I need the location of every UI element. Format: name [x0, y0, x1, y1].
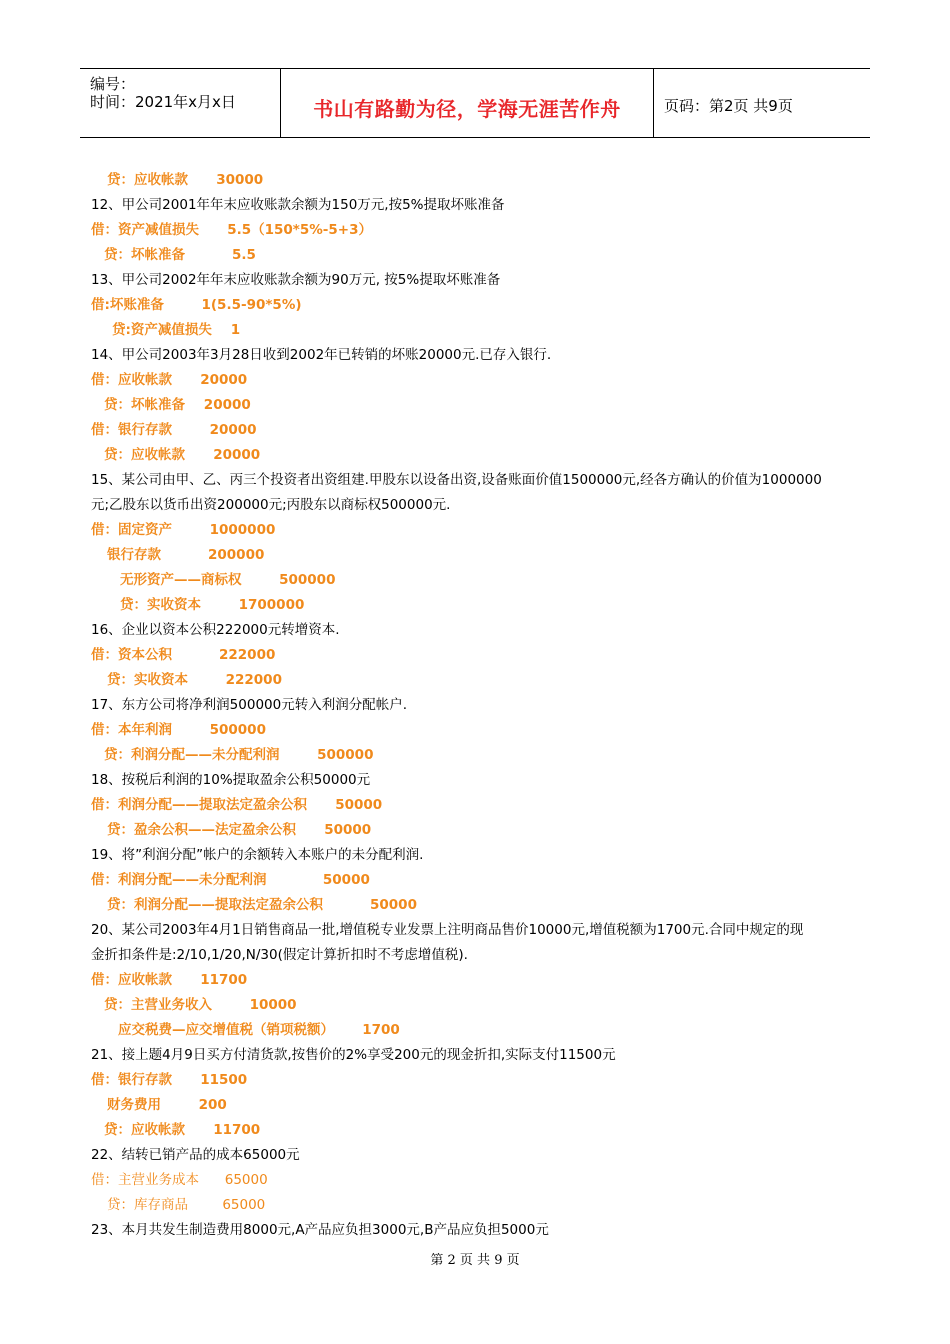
entry-line: 贷：应收帐款 11700 — [104, 1122, 261, 1138]
entry-line: 应交税费—应交增值税（销项税额） 1700 — [118, 1022, 400, 1038]
question-line: 22、结转已销产品的成本65000元 — [91, 1147, 300, 1163]
question-line: 12、甲公司2001年年末应收账款余额为150万元,按5%提取坏账准备 — [91, 197, 505, 213]
entry-line: 借：本年利润 500000 — [91, 722, 266, 738]
header-motto-cell — [281, 69, 654, 137]
question-line: 21、接上题4月9日买方付清货款,按售价的2%享受200元的现金折扣,实际支付11500元 — [91, 1047, 616, 1063]
entry-line: 贷：主营业务收入 10000 — [104, 997, 297, 1013]
page-header — [80, 68, 870, 138]
entry-line: 借：银行存款 11500 — [91, 1072, 248, 1088]
time-label: 时间：2021年x月x日 — [90, 93, 236, 111]
entry-line: 借：固定资产 1000000 — [91, 522, 276, 538]
question-line: 金折扣条件是:2/10,1/20,N/30(假定计算折扣时不考虑增值税). — [91, 947, 468, 963]
entry-line: 贷：实收资本 1700000 — [120, 597, 305, 613]
entry-line: 贷：坏帐准备 20000 — [104, 397, 251, 413]
question-line: 18、按税后利润的10%提取盈余公积50000元 — [91, 772, 371, 788]
header-meta-cell — [80, 69, 281, 137]
page-label: 页码：第2页 共9页 — [664, 97, 793, 115]
question-line: 14、甲公司2003年3月28日收到2002年已转销的坏账20000元.已存入银行. — [91, 347, 552, 363]
entry-line: 无形资产——商标权 500000 — [120, 572, 336, 588]
entry-line: 借：应收帐款 20000 — [91, 372, 248, 388]
entry-line: 贷：应收帐款 30000 — [107, 172, 264, 188]
entry-line: 贷：盈余公积——法定盈余公积 50000 — [107, 822, 372, 838]
question-line: 19、将”利润分配”帐户的余额转入本账户的未分配利润. — [91, 847, 424, 863]
entry-line: 贷：利润分配——提取法定盈余公积 50000 — [107, 897, 417, 913]
question-line: 15、某公司由甲、乙、丙三个投资者出资组建.甲股东以设备出资,设备账面价值1500000元,经各方确认的价值为1000000 — [91, 472, 822, 488]
entry-line: 借：应收帐款 11700 — [91, 972, 248, 988]
motto: 书山有路勤为径，学海无涯苦作舟 — [313, 97, 621, 121]
question-line: 16、企业以资本公积222000元转增资本. — [91, 622, 340, 638]
entry-line: 借：资产减值损失 5.5（150*5%-5+3） — [91, 222, 372, 238]
entry-line: 贷：库存商品 65000 — [107, 1197, 266, 1213]
number-label: 编号： — [90, 75, 136, 93]
entry-line: 借：主营业务成本 65000 — [91, 1172, 268, 1188]
question-line: 元;乙股东以货币出资200000元;丙股东以商标权500000元. — [91, 497, 451, 513]
header-page-cell — [654, 69, 870, 137]
entry-line: 银行存款 200000 — [107, 547, 265, 563]
entry-line: 借：资本公积 222000 — [91, 647, 276, 663]
question-line: 23、本月共发生制造费用8000元,A产品应负担3000元,B产品应负担5000元 — [91, 1222, 549, 1238]
entry-line: 财务费用 200 — [107, 1097, 227, 1113]
entry-line: 贷：应收帐款 20000 — [104, 447, 261, 463]
entry-line: 借：利润分配——提取法定盈余公积 50000 — [91, 797, 383, 813]
entry-line: 贷：坏帐准备 5.5 — [104, 247, 256, 263]
entry-line: 贷：利润分配——未分配利润 500000 — [104, 747, 374, 763]
entry-line: 贷：实收资本 222000 — [107, 672, 282, 688]
question-line: 20、某公司2003年4月1日销售商品一批,增值税专业发票上注明商品售价10000元,增值税额为1700元.合同中规定的现 — [91, 922, 804, 938]
entry-line: 贷:资产减值损失 1 — [112, 322, 241, 338]
page-footer: 第 2 页 共 9 页 — [430, 1253, 520, 1268]
entry-line: 借:坏账准备 1(5.5-90*5%) — [91, 297, 302, 313]
entry-line: 借：银行存款 20000 — [91, 422, 257, 438]
question-line: 13、甲公司2002年年末应收账款余额为90万元, 按5%提取坏账准备 — [91, 272, 501, 288]
question-line: 17、东方公司将净利润500000元转入利润分配帐户. — [91, 697, 408, 713]
entry-line: 借：利润分配——未分配利润 50000 — [91, 872, 370, 888]
